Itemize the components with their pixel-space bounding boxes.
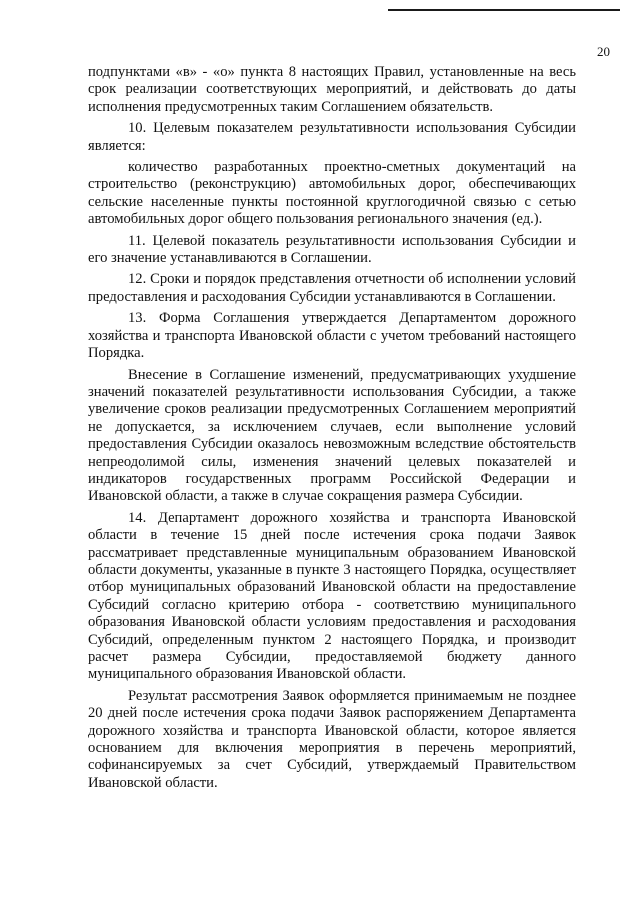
- paragraph-item-12: 12. Сроки и порядок представления отчетности об исполнении условий предоставления и расходования Субсидии устанавливаются в Соглашении.: [88, 271, 576, 305]
- page-number: 20: [597, 44, 610, 59]
- document-body: [88, 64, 576, 792]
- top-rule: [388, 9, 620, 11]
- paragraph-item-13: 13. Форма Соглашения утверждается Департаментом дорожного хозяйства и транспорта Ивановской области с учетом требований настоящего Порядка.: [88, 310, 576, 362]
- paragraph-indicator: количество разработанных проектно-сметных документаций на строительство (реконструкцию) автомобильных дорог, обеспечивающих сельские населенные пункты постоянной круглогодичной связью с сетью автомобильных дорог общего пользования регионального значения (ед.).: [88, 159, 576, 228]
- paragraph-amendments: Внесение в Соглашение изменений, предусматривающих ухудшение значений показателей результативности использования Субсидии, а также увеличение сроков реализации предусмотренных Соглашением мероприятий не допускается, за исключением случаев, если выполнение условий предоставления Субсидии оказалось невозможным вследствие обстоятельств непреодолимой силы, изменения значений целевых показателей и индикаторов государственных программ Российской Федерации и Ивановской области, а также в случае сокращения размера Субсидии.: [88, 366, 576, 505]
- paragraph-item-11: 11. Целевой показатель результативности использования Субсидии и его значение устанавливаются в Соглашении.: [88, 232, 576, 267]
- paragraph-item-14: 14. Департамент дорожного хозяйства и транспорта Ивановской области в течение 15 дней после истечения срока подачи Заявок рассматривает представленные муниципальным образованием Ивановской области документы, указанные в пункте 3 настоящего Порядка, осуществляет отбор муниципальных образований Ивановской области на предоставление Субсидий согласно критерию отбора - соответствию муниципального образования Ивановской области условиям предоставления и расходования Субсидий, определенным пунктом 2 настоящего Порядка, и производит расчет размера Субсидии, предоставляемой бюджету данного муниципального образования Ивановской области.: [88, 509, 576, 683]
- paragraph-item-10: 10. Целевым показателем результативности использования Субсидии является:: [88, 120, 576, 154]
- paragraph-result: Результат рассмотрения Заявок оформляется принимаемым не позднее 20 дней после истечения срока подачи Заявок распоряжением Департамента дорожного хозяйства и транспорта Ивановской области, которое является основанием для включения мероприятия в перечень мероприятий, софинансируемых за счет Субсидий, утверждаемый Правительством Ивановской области.: [88, 687, 576, 791]
- paragraph-continuation: подпунктами «в» - «о» пункта 8 настоящих Правил, установленные на весь срок реализации соответствующих мероприятий, и действовать до даты исполнения предусмотренных таким Соглашением обязательств.: [88, 64, 576, 115]
